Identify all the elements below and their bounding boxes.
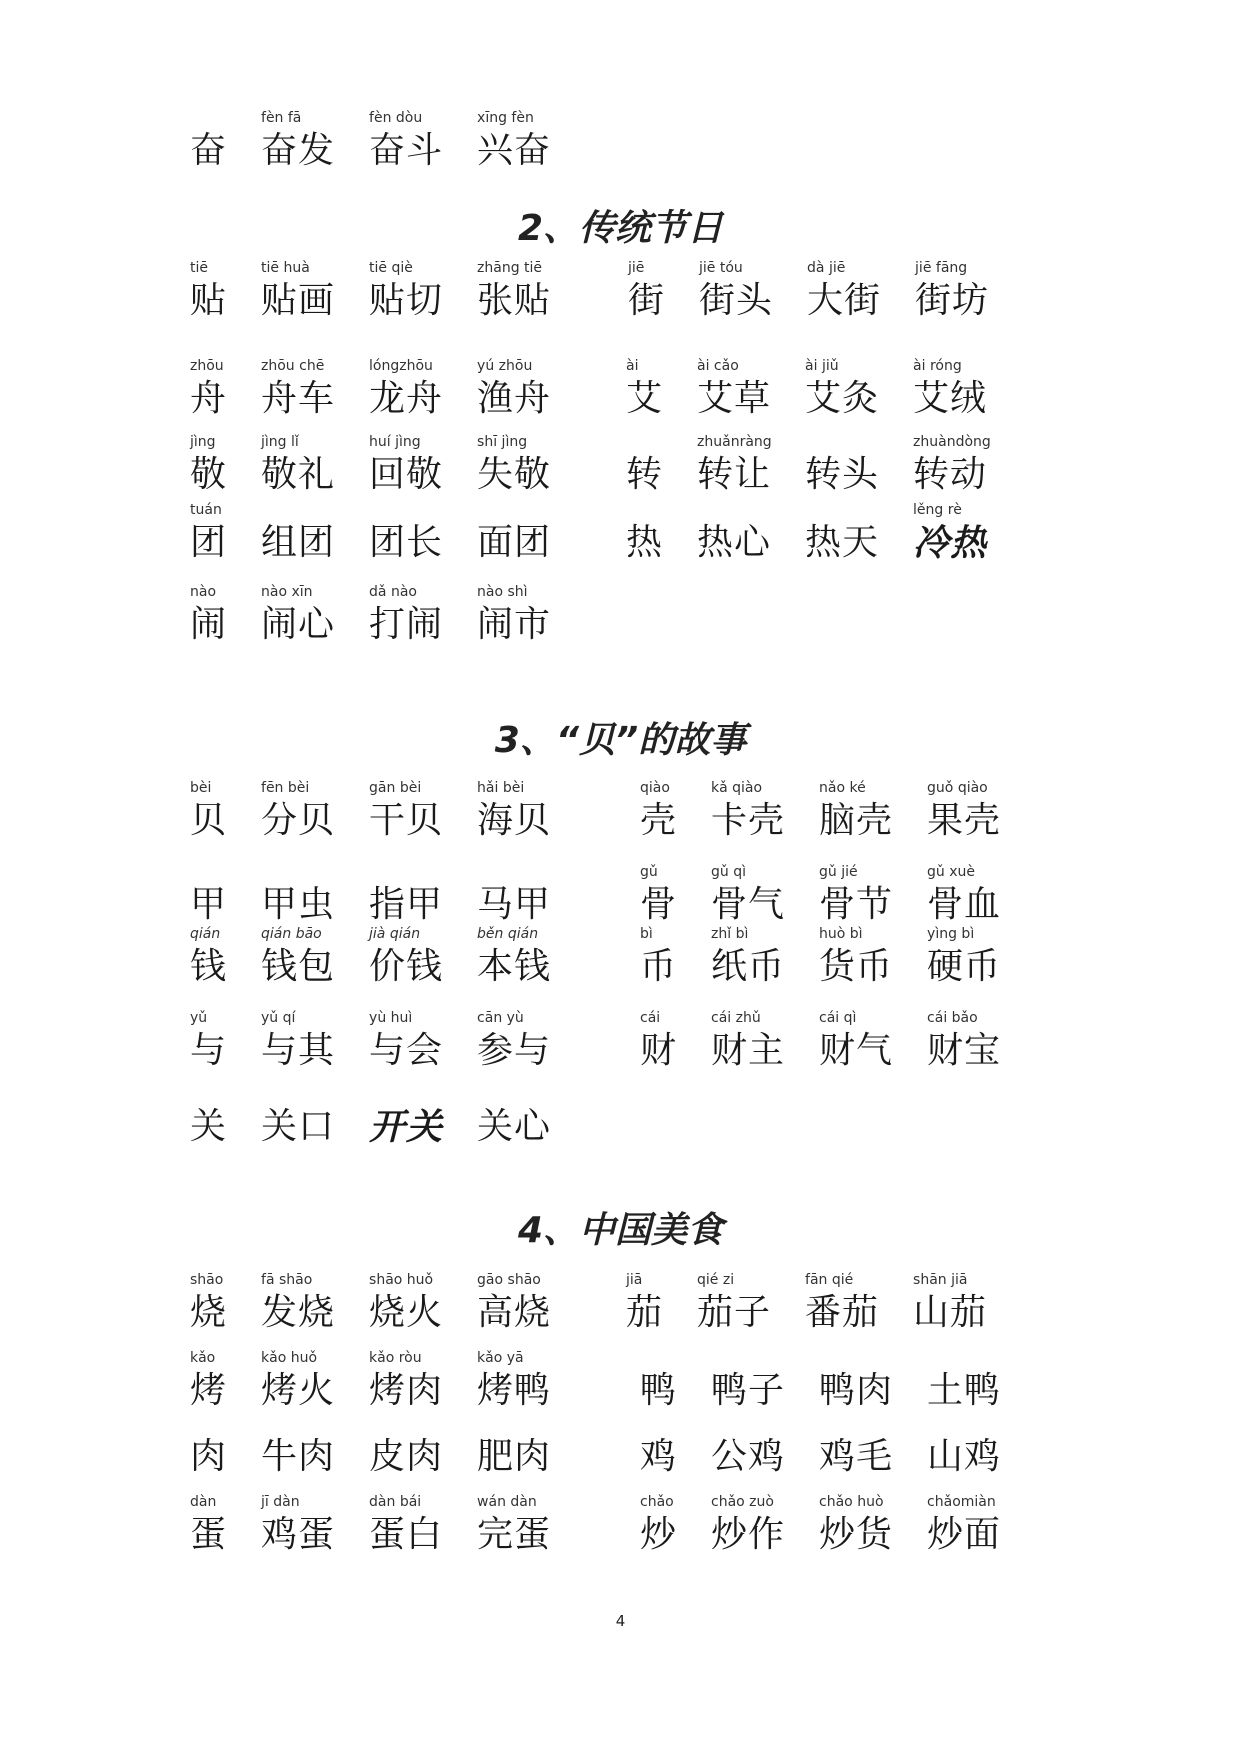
hanzi: 骨血 xyxy=(927,884,1002,925)
pinyin: ài jiǔ xyxy=(805,358,839,374)
vocab-word xyxy=(369,926,444,988)
hanzi: 热 xyxy=(626,522,664,563)
pinyin: kǎ qiào xyxy=(711,780,763,796)
hanzi: 艾绒 xyxy=(913,378,988,419)
pinyin: gǔ xuè xyxy=(927,864,976,880)
hanzi: 高烧 xyxy=(477,1292,552,1333)
vocab-word xyxy=(805,1272,880,1334)
vocab-word xyxy=(819,864,894,926)
vocab-word xyxy=(927,1422,1001,1478)
hanzi: 脑壳 xyxy=(819,800,894,841)
hanzi: 炒货 xyxy=(819,1514,894,1555)
vocab-word xyxy=(369,110,444,172)
vocab-word xyxy=(190,1272,228,1334)
hanzi: 壳 xyxy=(640,800,678,841)
hanzi: 山鸡 xyxy=(927,1436,1002,1477)
hanzi: 烤鸭 xyxy=(477,1370,552,1411)
vocab-word xyxy=(477,926,552,988)
pinyin: cái xyxy=(640,1010,661,1026)
pinyin: zhāng tiē xyxy=(477,260,543,276)
hanzi: 炒作 xyxy=(711,1514,786,1555)
vocab-word xyxy=(190,116,227,172)
pinyin: huò bì xyxy=(819,926,863,942)
vocab-word xyxy=(477,1350,552,1412)
pinyin: kǎo huǒ xyxy=(261,1350,318,1366)
pinyin: fēn bèi xyxy=(261,780,310,796)
hanzi: 骨节 xyxy=(819,884,894,925)
pinyin: qié zi xyxy=(697,1272,735,1288)
vocab-word xyxy=(190,926,228,988)
pinyin: zhǐ bì xyxy=(711,926,749,942)
vocab-word xyxy=(626,508,663,564)
vocab-word xyxy=(640,1494,678,1556)
hanzi: 冷热 xyxy=(913,522,988,564)
hanzi: 鸭肉 xyxy=(819,1370,894,1411)
pinyin: kǎo ròu xyxy=(369,1350,422,1366)
page-number: 4 xyxy=(615,1612,626,1630)
hanzi: 舟 xyxy=(190,378,228,419)
pinyin: fā shāo xyxy=(261,1272,313,1288)
hanzi: 币 xyxy=(640,946,678,987)
pinyin: lěng rè xyxy=(913,502,962,518)
pinyin: jìng lǐ xyxy=(261,434,299,450)
pinyin: fān qié xyxy=(805,1272,854,1288)
hanzi: 贴画 xyxy=(261,280,336,321)
pinyin: hǎi bèi xyxy=(477,780,525,796)
pinyin: jiē fāng xyxy=(915,260,968,276)
vocab-word xyxy=(626,1272,664,1334)
pinyin: gǔ jié xyxy=(819,864,858,880)
pinyin: zhuàndòng xyxy=(913,434,991,450)
pinyin: nǎo ké xyxy=(819,780,866,796)
vocab-word xyxy=(261,1422,335,1478)
hanzi: 转让 xyxy=(697,454,772,495)
hanzi: 番茄 xyxy=(805,1292,880,1333)
pinyin: cān yù xyxy=(477,1010,524,1026)
vocab-word xyxy=(369,870,443,926)
hanzi: 鸡蛋 xyxy=(261,1514,336,1555)
vocab-word xyxy=(697,358,772,420)
vocab-word xyxy=(626,358,664,420)
hanzi: 财主 xyxy=(711,1030,786,1071)
hanzi: 卡壳 xyxy=(711,800,786,841)
vocab-word xyxy=(261,434,336,496)
hanzi: 艾草 xyxy=(697,378,772,419)
vocab-word xyxy=(261,110,336,172)
pinyin: kǎo yā xyxy=(477,1350,524,1366)
hanzi: 敬 xyxy=(190,454,228,495)
vocab-word xyxy=(628,260,666,322)
vocab-word xyxy=(477,110,552,172)
vocab-word xyxy=(927,1010,1002,1072)
vocab-word xyxy=(261,260,336,322)
vocab-word xyxy=(190,1350,228,1412)
vocab-word xyxy=(477,358,552,420)
vocab-word xyxy=(477,584,552,646)
vocab-word xyxy=(477,434,552,496)
vocab-word xyxy=(699,260,774,322)
pinyin: chǎo xyxy=(640,1494,674,1510)
hanzi: 打闹 xyxy=(369,604,444,645)
vocab-word xyxy=(927,780,1002,842)
vocab-word xyxy=(190,358,228,420)
hanzi: 闹市 xyxy=(477,604,552,645)
hanzi: 蛋 xyxy=(190,1514,228,1555)
vocab-word xyxy=(913,502,988,564)
pinyin: ài cǎo xyxy=(697,358,739,374)
hanzi: 炒面 xyxy=(927,1514,1002,1555)
pinyin: tiē qiè xyxy=(369,260,413,276)
pinyin: tiē xyxy=(190,260,208,276)
vocab-word xyxy=(819,1494,894,1556)
hanzi: 组团 xyxy=(261,522,336,563)
pinyin: cái zhǔ xyxy=(711,1010,761,1026)
pinyin: xīng fèn xyxy=(477,110,534,126)
vocab-word xyxy=(913,1272,988,1334)
pinyin: qiào xyxy=(640,780,670,796)
vocab-word xyxy=(477,1010,552,1072)
hanzi: 与其 xyxy=(261,1030,336,1071)
pinyin: qián xyxy=(190,926,221,942)
vocab-word xyxy=(477,1272,552,1334)
vocab-word xyxy=(640,1356,677,1412)
pinyin: jià qián xyxy=(369,926,421,942)
hanzi: 转头 xyxy=(805,454,880,495)
hanzi: 财 xyxy=(640,1030,678,1071)
hanzi: 纸币 xyxy=(711,946,786,987)
vocab-word xyxy=(369,1422,443,1478)
hanzi: 烧 xyxy=(190,1292,228,1333)
vocab-word xyxy=(711,1422,785,1478)
pinyin: zhōu chē xyxy=(261,358,325,374)
pinyin: yú zhōu xyxy=(477,358,533,374)
vocab-word xyxy=(927,1356,1001,1412)
hanzi: 钱 xyxy=(190,946,228,987)
hanzi: 分贝 xyxy=(261,800,336,841)
vocab-word xyxy=(477,260,552,322)
vocab-word xyxy=(190,1494,228,1556)
vocab-word xyxy=(819,926,894,988)
vocab-word xyxy=(913,358,988,420)
hanzi: 与会 xyxy=(369,1030,444,1071)
vocab-word xyxy=(369,1272,444,1334)
vocab-word xyxy=(477,1422,551,1478)
hanzi: 完蛋 xyxy=(477,1514,552,1555)
vocab-word xyxy=(190,260,228,322)
vocab-word xyxy=(261,780,336,842)
vocab-word xyxy=(819,1010,894,1072)
hanzi: 闹心 xyxy=(261,604,336,645)
pinyin: cái qì xyxy=(819,1010,857,1026)
vocab-word xyxy=(805,358,880,420)
pinyin: shāo xyxy=(190,1272,224,1288)
hanzi: 货币 xyxy=(819,946,894,987)
hanzi: 转 xyxy=(626,454,664,495)
pinyin: yǔ qí xyxy=(261,1010,296,1026)
hanzi: 贴切 xyxy=(369,280,444,321)
pinyin: zhuǎnràng xyxy=(697,434,772,450)
hanzi: 奋斗 xyxy=(369,130,444,171)
vocab-word xyxy=(819,1422,893,1478)
vocab-word xyxy=(190,584,228,646)
pinyin: jìng xyxy=(190,434,216,450)
hanzi: 公鸡 xyxy=(711,1436,786,1477)
vocab-word xyxy=(190,1092,227,1148)
hanzi: 茄子 xyxy=(697,1292,772,1333)
hanzi: 敬礼 xyxy=(261,454,336,495)
vocab-word xyxy=(819,1356,893,1412)
vocab-word xyxy=(626,440,663,496)
hanzi: 关心 xyxy=(477,1106,552,1147)
hanzi: 张贴 xyxy=(477,280,552,321)
vocab-word xyxy=(369,434,444,496)
pinyin: wán dàn xyxy=(477,1494,537,1510)
vocab-word xyxy=(711,1010,786,1072)
pinyin: yǔ xyxy=(190,1010,208,1026)
hanzi: 贴 xyxy=(190,280,228,321)
hanzi: 硬币 xyxy=(927,946,1002,987)
hanzi: 贝 xyxy=(190,800,228,841)
pinyin: chǎo zuò xyxy=(711,1494,774,1510)
hanzi: 烤 xyxy=(190,1370,228,1411)
hanzi: 街 xyxy=(628,280,666,321)
vocab-word xyxy=(369,260,444,322)
hanzi: 转动 xyxy=(913,454,988,495)
vocab-word xyxy=(261,1092,335,1148)
hanzi: 艾 xyxy=(626,378,664,419)
pinyin: yìng bì xyxy=(927,926,975,942)
vocab-word xyxy=(369,1494,444,1556)
hanzi: 蛋白 xyxy=(369,1514,444,1555)
vocab-word xyxy=(640,780,678,842)
pinyin: dǎ nào xyxy=(369,584,417,600)
hanzi: 钱包 xyxy=(261,946,336,987)
vocab-word xyxy=(261,584,336,646)
pinyin: huí jìng xyxy=(369,434,421,450)
hanzi: 艾灸 xyxy=(805,378,880,419)
vocab-word xyxy=(927,1494,1002,1556)
hanzi: 鸭 xyxy=(640,1370,678,1411)
hanzi: 失敬 xyxy=(477,454,552,495)
vocab-word xyxy=(819,780,894,842)
pinyin: jiā xyxy=(626,1272,643,1288)
pinyin: gān bèi xyxy=(369,780,422,796)
hanzi: 肥肉 xyxy=(477,1436,552,1477)
hanzi: 肉 xyxy=(190,1436,228,1477)
hanzi: 马甲 xyxy=(477,884,552,925)
hanzi: 鸡 xyxy=(640,1436,678,1477)
hanzi: 财宝 xyxy=(927,1030,1002,1071)
pinyin: jī dàn xyxy=(261,1494,300,1510)
vocab-word xyxy=(711,1494,786,1556)
vocab-word xyxy=(915,260,990,322)
vocab-word xyxy=(640,1010,678,1072)
pinyin: shān jiā xyxy=(913,1272,968,1288)
vocab-word xyxy=(711,864,786,926)
pinyin: ài róng xyxy=(913,358,962,374)
pinyin: bì xyxy=(640,926,653,942)
vocab-word xyxy=(477,870,551,926)
hanzi: 财气 xyxy=(819,1030,894,1071)
hanzi: 指甲 xyxy=(369,884,444,925)
hanzi: 参与 xyxy=(477,1030,552,1071)
vocab-word xyxy=(477,1494,552,1556)
vocab-word xyxy=(805,508,879,564)
hanzi: 闹 xyxy=(190,604,228,645)
vocab-word xyxy=(697,1272,772,1334)
pinyin: tiē huà xyxy=(261,260,310,276)
pinyin: cái bǎo xyxy=(927,1010,978,1026)
pinyin: yù huì xyxy=(369,1010,413,1026)
hanzi: 甲 xyxy=(190,884,228,925)
pinyin: kǎo xyxy=(190,1350,216,1366)
pinyin: guǒ qiào xyxy=(927,780,988,796)
vocab-word xyxy=(261,1350,336,1412)
vocab-word xyxy=(711,1356,785,1412)
vocab-word xyxy=(190,434,228,496)
hanzi: 龙舟 xyxy=(369,378,444,419)
vocab-word xyxy=(190,780,228,842)
section-title: 4、中国美食 xyxy=(517,1210,724,1251)
hanzi: 发烧 xyxy=(261,1292,336,1333)
hanzi: 与 xyxy=(190,1030,228,1071)
hanzi: 回敬 xyxy=(369,454,444,495)
hanzi: 茄 xyxy=(626,1292,664,1333)
pinyin: jiē tóu xyxy=(699,260,743,276)
hanzi: 街头 xyxy=(699,280,774,321)
vocab-word xyxy=(369,1092,443,1148)
pinyin: fèn dòu xyxy=(369,110,423,126)
hanzi: 鸡毛 xyxy=(819,1436,894,1477)
vocab-word xyxy=(261,358,336,420)
hanzi: 果壳 xyxy=(927,800,1002,841)
vocab-word xyxy=(369,584,444,646)
vocab-word xyxy=(711,926,786,988)
hanzi: 骨 xyxy=(640,884,678,925)
section-title: 3、“贝”的故事 xyxy=(494,720,747,761)
vocab-word xyxy=(261,1272,336,1334)
hanzi: 奋 xyxy=(190,130,228,171)
pinyin: gǔ qì xyxy=(711,864,747,880)
hanzi: 本钱 xyxy=(477,946,552,987)
hanzi: 街坊 xyxy=(915,280,990,321)
hanzi: 面团 xyxy=(477,522,552,563)
hanzi: 关 xyxy=(190,1106,228,1147)
pinyin: dàn xyxy=(190,1494,217,1510)
pinyin: chǎo huò xyxy=(819,1494,884,1510)
vocab-word xyxy=(261,926,336,988)
hanzi: 奋发 xyxy=(261,130,336,171)
vocab-word xyxy=(805,440,879,496)
vocab-word xyxy=(261,1010,336,1072)
hanzi: 烤肉 xyxy=(369,1370,444,1411)
hanzi: 鸭子 xyxy=(711,1370,786,1411)
vocab-word xyxy=(711,780,786,842)
vocab-word xyxy=(640,926,678,988)
vocab-word xyxy=(369,508,443,564)
hanzi: 土鸭 xyxy=(927,1370,1002,1411)
vocab-word xyxy=(369,780,444,842)
pinyin: jiē xyxy=(628,260,645,276)
pinyin: fèn fā xyxy=(261,110,302,126)
vocab-word xyxy=(927,864,1002,926)
hanzi: 皮肉 xyxy=(369,1436,444,1477)
hanzi: 团 xyxy=(190,522,228,563)
hanzi: 干贝 xyxy=(369,800,444,841)
pinyin: gǔ xyxy=(640,864,658,880)
vocab-word xyxy=(190,1010,228,1072)
vocab-word xyxy=(697,508,771,564)
hanzi: 烤火 xyxy=(261,1370,336,1411)
hanzi: 热天 xyxy=(805,522,880,563)
hanzi: 大街 xyxy=(807,280,882,321)
hanzi: 兴奋 xyxy=(477,130,552,171)
hanzi: 牛肉 xyxy=(261,1436,336,1477)
pinyin: zhōu xyxy=(190,358,224,374)
vocab-word xyxy=(927,926,1002,988)
pinyin: nào shì xyxy=(477,584,528,600)
vocab-word xyxy=(261,1494,336,1556)
hanzi: 舟车 xyxy=(261,378,336,419)
hanzi: 炒 xyxy=(640,1514,678,1555)
vocab-word xyxy=(640,864,678,926)
vocab-word xyxy=(369,1350,444,1412)
hanzi: 山茄 xyxy=(913,1292,988,1333)
hanzi: 价钱 xyxy=(369,946,444,987)
pinyin: lóngzhōu xyxy=(369,358,433,374)
hanzi: 开关 xyxy=(369,1106,444,1148)
pinyin: chǎomiàn xyxy=(927,1494,996,1510)
pinyin: bèi xyxy=(190,780,212,796)
vocab-word xyxy=(913,434,991,496)
pinyin: tuán xyxy=(190,502,222,518)
vocab-word xyxy=(807,260,882,322)
pinyin: nào xīn xyxy=(261,584,313,600)
vocab-word xyxy=(190,870,227,926)
vocab-word xyxy=(190,1422,227,1478)
vocab-word xyxy=(261,508,335,564)
hanzi: 烧火 xyxy=(369,1292,444,1333)
pinyin: nào xyxy=(190,584,217,600)
pinyin: běn qián xyxy=(477,926,539,942)
vocab-word xyxy=(369,358,444,420)
vocab-word xyxy=(369,1010,444,1072)
hanzi: 甲虫 xyxy=(261,884,336,925)
pinyin: shāo huǒ xyxy=(369,1272,434,1288)
pinyin: dàn bái xyxy=(369,1494,422,1510)
hanzi: 团长 xyxy=(369,522,444,563)
pinyin: gāo shāo xyxy=(477,1272,541,1288)
hanzi: 渔舟 xyxy=(477,378,552,419)
pinyin: qián bāo xyxy=(261,926,322,942)
pinyin: dà jiē xyxy=(807,260,846,276)
hanzi: 海贝 xyxy=(477,800,552,841)
vocab-word xyxy=(477,780,552,842)
vocab-word xyxy=(640,1422,677,1478)
vocab-word xyxy=(697,434,772,496)
vocab-word xyxy=(477,1092,551,1148)
hanzi: 热心 xyxy=(697,522,772,563)
pinyin: shī jìng xyxy=(477,434,528,450)
vocab-word xyxy=(477,508,551,564)
section-title: 2、传统节日 xyxy=(517,208,724,249)
vocab-word xyxy=(190,502,228,564)
hanzi: 骨气 xyxy=(711,884,786,925)
pinyin: ài xyxy=(626,358,639,374)
vocab-word xyxy=(261,870,335,926)
hanzi: 关口 xyxy=(261,1106,336,1147)
